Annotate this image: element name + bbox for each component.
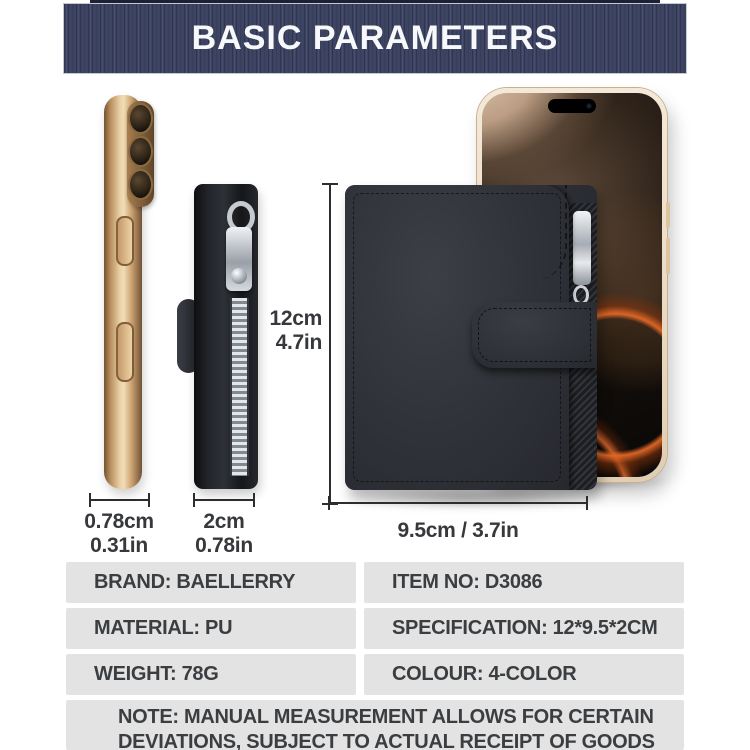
dim-tick bbox=[328, 496, 330, 510]
phone-volume-button bbox=[116, 322, 134, 382]
spec-cell-colour: COLOUR: 4-COLOR bbox=[364, 654, 684, 695]
label-wallet-width bbox=[338, 519, 578, 543]
spec-cell-material: MATERIAL: PU bbox=[66, 608, 356, 649]
dim-tick bbox=[193, 493, 195, 507]
wallet-snap-strap bbox=[472, 302, 597, 368]
dim-line-wallet-thickness bbox=[193, 499, 255, 501]
zipper-knob-icon bbox=[231, 268, 247, 284]
dim-tick bbox=[586, 496, 588, 510]
wallet-zipper-pull-icon bbox=[573, 211, 591, 285]
note-line-2: DEVIATIONS, SUBJECT TO ACTUAL RECEIPT OF GOODS bbox=[118, 731, 655, 750]
spec-cell-weight: WEIGHT: 78G bbox=[66, 654, 356, 695]
note-line-1: NOTE: MANUAL MEASUREMENT ALLOWS FOR CERTAIN bbox=[118, 706, 654, 728]
camera-lens-icon bbox=[128, 103, 153, 134]
spec-cell-item-no: ITEM NO: D3086 bbox=[364, 562, 684, 603]
dim-line-phone-thickness bbox=[89, 499, 150, 501]
label-phone-thickness bbox=[73, 510, 165, 558]
wallet-drop-shadow bbox=[332, 487, 608, 509]
phone-thickness-in: 0.31in bbox=[90, 534, 148, 557]
phone-side-button bbox=[666, 202, 670, 228]
spec-cell-specification: SPECIFICATION: 12*9.5*2CM bbox=[364, 608, 684, 649]
dynamic-island bbox=[548, 99, 596, 113]
camera-lens-icon bbox=[128, 169, 153, 200]
front-camera-icon bbox=[586, 103, 592, 109]
wallet-thickness-cm: 2cm bbox=[203, 510, 245, 533]
wallet-width-value: 9.5cm / 3.7in bbox=[397, 519, 519, 542]
dim-tick bbox=[322, 183, 338, 185]
note-box bbox=[66, 700, 684, 750]
label-wallet-height bbox=[258, 307, 322, 355]
phone-camera-bump bbox=[127, 101, 154, 207]
dim-tick bbox=[148, 493, 150, 507]
header-banner bbox=[64, 4, 686, 73]
wallet-front-view bbox=[345, 185, 597, 490]
dim-line-wallet-height bbox=[329, 183, 331, 505]
wallet-height-cm: 12cm bbox=[269, 307, 322, 330]
camera-lens-icon bbox=[128, 136, 153, 167]
strap-stitching bbox=[478, 308, 591, 362]
dim-tick bbox=[253, 493, 255, 507]
phone-side-button bbox=[666, 238, 670, 274]
spec-cell-brand: BRAND: BAELLERRY bbox=[66, 562, 356, 603]
wallet-height-in: 4.7in bbox=[275, 331, 322, 354]
dim-line-wallet-width bbox=[328, 502, 588, 504]
stitched-curve-seam bbox=[523, 185, 567, 281]
page-title: BASIC PARAMETERS bbox=[191, 19, 559, 57]
phone-thickness-cm: 0.78cm bbox=[84, 510, 154, 533]
zipper-teeth bbox=[230, 298, 249, 476]
label-wallet-thickness bbox=[178, 510, 270, 558]
phone-action-button bbox=[116, 216, 134, 266]
dim-tick bbox=[89, 493, 91, 507]
wallet-thickness-in: 0.78in bbox=[195, 534, 253, 557]
